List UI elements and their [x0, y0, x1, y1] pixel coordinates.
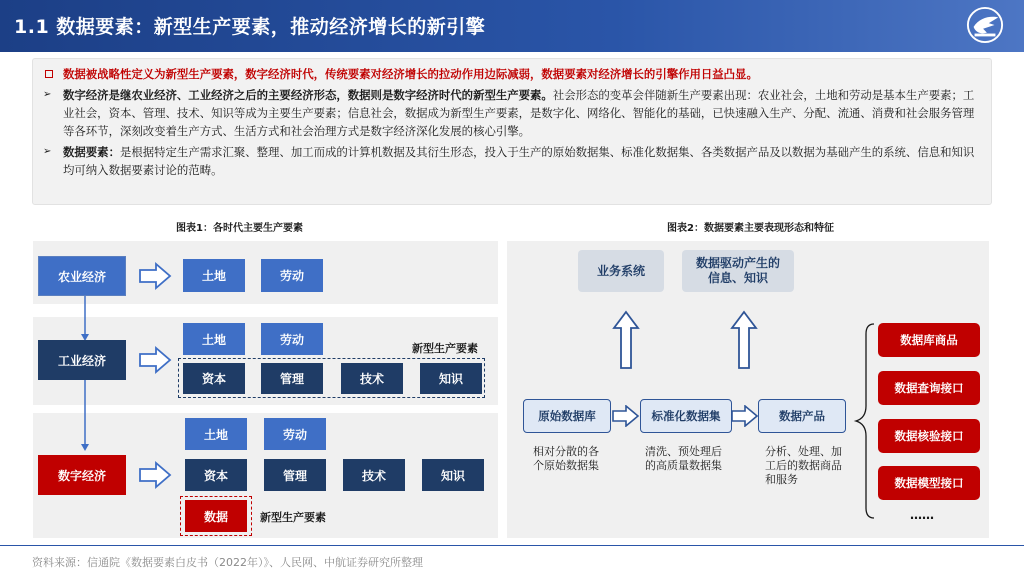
- data-product-desc: 分析、处理、加 工后的数据商品 和服务: [765, 445, 842, 486]
- footer-divider: [0, 545, 1024, 546]
- hollow-right-arrow-icon: [138, 461, 172, 489]
- factor-management: 管理: [264, 459, 326, 491]
- factor-labor: 劳动: [261, 259, 323, 292]
- factor-technology: 技术: [341, 363, 403, 394]
- intro-data-element: ➢ 数据要素：是根据特定生产需求汇聚、整理、加工而成的计算机数据及其衍生形态，投入于生产的原始数据集、标准化数据集、各类数据产品及以数据为基础产生的系统、信息和知识均可纳入数据要素讨论的范畴。: [43, 145, 975, 177]
- more-products-ellipsis: ……: [910, 508, 934, 522]
- raw-database-box: 原始数据库: [523, 399, 611, 433]
- product-model-api: 数据模型接口: [878, 466, 980, 500]
- arrow-bullet-icon: ➢: [43, 146, 52, 157]
- factor-land: 土地: [183, 323, 245, 355]
- era-industrial: 工业经济: [38, 340, 126, 380]
- figure1-title: 图表1：各时代主要生产要素: [176, 223, 303, 234]
- square-bullet-icon: [45, 70, 53, 78]
- factor-technology: 技术: [343, 459, 405, 491]
- arrow-bullet-icon: ➢: [43, 89, 52, 100]
- product-query-api: 数据查询接口: [878, 371, 980, 405]
- new-factor-label: 新型生产要素: [260, 511, 326, 524]
- title-bar: [0, 0, 1024, 52]
- intro-panel: [32, 58, 992, 205]
- curly-brace-icon: [848, 322, 878, 520]
- product-verification-api: 数据核验接口: [878, 419, 980, 453]
- factor-data: 数据: [185, 500, 247, 532]
- intro-key-point: 数据被战略性定义为新型生产要素，数字经济时代，传统要素对经济增长的拉动作用边际减弱，数据要素对经济增长的引擎作用日益凸显。: [43, 65, 981, 83]
- hollow-right-arrow-icon: [138, 262, 172, 290]
- factor-labor: 劳动: [261, 323, 323, 355]
- standardized-dataset-box: 标准化数据集: [640, 399, 732, 433]
- factor-capital: 资本: [185, 459, 247, 491]
- factor-land: 土地: [183, 259, 245, 292]
- intro-digital-economy: ➢ 数字经济是继农业经济、工业经济之后的主要经济形态，数据则是数字经济时代的新型生产要素。社会形态的变革会伴随新生产要素出现：农业社会，土地和劳动是基本生产要素；工业社会，资本、管理、技术、知识等成为主要生产要素；信息社会，数据成为新型生产要素，是数字化、网络化、智能化的基础，已快速融入生产、分配、流通、消费和社会服务管理等各环节，深刻改变着生产方式、生活方式和社会治理方式是数字经济深化发展的核心引擎。: [43, 88, 975, 138]
- hollow-right-arrow-icon: [731, 405, 759, 427]
- era-digital: 数字经济: [38, 455, 126, 495]
- hollow-up-arrow-icon: [612, 310, 640, 370]
- raw-database-desc: 相对分散的各 个原始数据集: [533, 445, 599, 472]
- factor-land: 土地: [185, 418, 247, 450]
- era-agricultural: 农业经济: [38, 256, 126, 296]
- airline-emblem-icon: [966, 6, 1004, 44]
- product-database-goods: 数据库商品: [878, 323, 980, 357]
- standardized-dataset-desc: 清洗、预处理后 的高质量数据集: [645, 445, 722, 472]
- data-product-box: 数据产品: [758, 399, 846, 433]
- hollow-right-arrow-icon: [138, 346, 172, 374]
- data-driven-info-box: 数据驱动产生的 信息、知识: [682, 250, 794, 292]
- factor-management: 管理: [261, 363, 323, 394]
- business-system-box: 业务系统: [578, 250, 664, 292]
- hollow-up-arrow-icon: [730, 310, 758, 370]
- page-title: 1.1 数据要素：新型生产要素，推动经济增长的新引擎: [14, 16, 486, 38]
- factor-knowledge: 知识: [422, 459, 484, 491]
- new-factor-label: 新型生产要素: [412, 342, 478, 355]
- hollow-right-arrow-icon: [612, 405, 640, 427]
- source-note: 资料来源：信通院《数据要素白皮书（2022年）》、人民网、中航证券研究所整理: [32, 556, 423, 569]
- factor-labor: 劳动: [264, 418, 326, 450]
- figure2-title: 图表2：数据要素主要表现形态和特征: [667, 223, 834, 234]
- factor-knowledge: 知识: [420, 363, 482, 394]
- factor-capital: 资本: [183, 363, 245, 394]
